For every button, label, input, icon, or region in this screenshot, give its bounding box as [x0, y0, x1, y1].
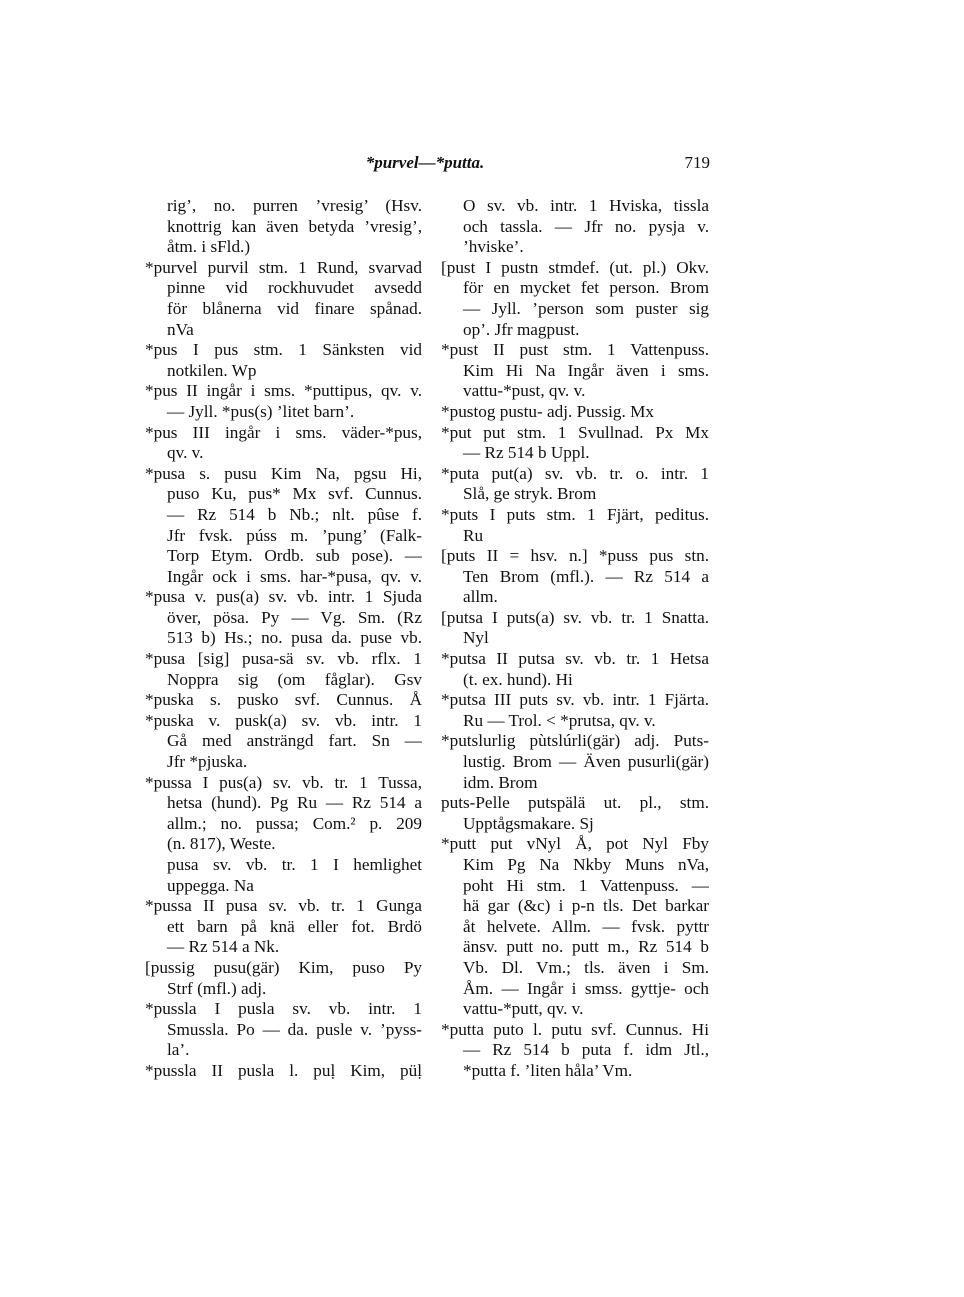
text-line: *purvel purvil stm. 1 Rund, svarvad	[145, 257, 422, 277]
text-line: nVa	[167, 319, 194, 339]
text-line: Strf (mfl.) adj.	[167, 978, 267, 998]
text-line: Kim Pg Na Nkby Muns nVa,	[463, 855, 709, 874]
text-line: ’hviske’.	[463, 237, 524, 257]
text-line: Ru	[463, 525, 484, 545]
text-line: vattu-*pust, qv. v.	[463, 381, 586, 401]
text-line: *putt put vNyl Å, pot Nyl Fby	[441, 834, 709, 854]
text-line: *puts I puts stm. 1 Fjärt, peditus.	[441, 504, 709, 524]
text-line: för blånerna vid finare spånad.	[167, 298, 422, 318]
text-line: *putta puto l. putu svf. Cunnus. Hi	[441, 1019, 709, 1039]
text-line: *pus I pus stm. 1 Sänksten vid	[145, 340, 422, 360]
text-line: — Rz 514 b Nb.; nlt. pûse f.	[167, 504, 422, 524]
text-line: över, pösa. Py — Vg. Sm. (Rz	[167, 607, 422, 627]
text-line: [putsa I puts(a) sv. vb. tr. 1 Snatta.	[441, 607, 709, 627]
text-line: — Rz 514 a Nk.	[167, 937, 280, 957]
text-line: vattu-*putt, qv. v.	[463, 999, 584, 1019]
text-line: *puska v. pusk(a) sv. vb. intr. 1	[145, 710, 422, 730]
text-line: åtm. i sFld.)	[167, 237, 251, 257]
text-line: Ru — Trol. < *prutsa, qv. v.	[463, 710, 656, 730]
text-line: hä gar (&c) i p-n tls. Det barkar	[463, 896, 709, 916]
text-line: O sv. vb. intr. 1 Hviska, tissla	[463, 196, 709, 215]
text-line: ett barn på knä eller fot. Brdö	[167, 916, 422, 936]
text-line: Nyl	[463, 628, 489, 648]
text-line: *pusa v. pus(a) sv. vb. intr. 1 Sjuda	[145, 587, 422, 607]
text-line: hetsa (hund). Pg Ru — Rz 514 a	[167, 793, 422, 813]
text-line: — Jyll. ’person som puster sig	[463, 298, 709, 318]
text-line: och tassla. — Jfr no. pysja v.	[463, 216, 709, 236]
page-title: *purvel—*putta.	[365, 153, 485, 172]
text-line: — Rz 514 b puta f. idm Jtl.,	[463, 1040, 709, 1060]
text-line: *pussla I pusla sv. vb. intr. 1	[145, 999, 422, 1019]
text-line: Noppra sig (om fåglar). Gsv	[167, 669, 422, 689]
text-line: *pusa [sig] pusa-sä sv. vb. rflx. 1	[145, 649, 422, 669]
text-line: Slå, ge stryk. Brom	[463, 484, 597, 504]
right-column	[441, 196, 709, 1082]
text-line: *putslurlig pùtslúrli(gär) adj. Puts-	[441, 731, 709, 751]
page-number: 719	[684, 153, 710, 172]
left-column	[145, 196, 422, 1082]
text-line: knottrig kan även betyda ’vresig’,	[167, 216, 422, 236]
text-line: Jfr fvsk. púss m. ’pung’ (Falk-	[167, 525, 422, 545]
text-line: *pust II pust stm. 1 Vattenpuss.	[441, 340, 709, 360]
text-line: idm. Brom	[463, 772, 538, 792]
text-line: Torp Etym. Ordb. sub pose). —	[167, 546, 422, 566]
text-line: puso Ku, pus* Mx svf. Cunnus.	[167, 484, 422, 504]
text-line: (n. 817), Weste.	[167, 834, 276, 854]
text-line: änsv. putt no. putt m., Rz 514 b	[463, 937, 709, 957]
text-line: Gå med ansträngd fart. Sn —	[167, 731, 422, 751]
text-line: Ten Brom (mfl.). — Rz 514 a	[463, 566, 709, 586]
text-line: puts-Pelle putspälä ut. pl., stm.	[441, 793, 709, 813]
text-line: qv. v.	[167, 443, 204, 463]
text-line: — Rz 514 b Uppl.	[463, 443, 590, 463]
text-line: — Jyll. *pus(s) ’litet barn’.	[167, 401, 355, 421]
text-line: *put put stm. 1 Svullnad. Px Mx	[441, 422, 709, 442]
text-line: allm.; no. pussa; Com.² p. 209	[167, 813, 422, 833]
text-line: *pusa s. pusu Kim Na, pgsu Hi,	[145, 463, 422, 483]
text-line: *puska s. pusko svf. Cunnus. Å	[145, 690, 422, 710]
text-line: Ingår ock i sms. har-*pusa, qv. v.	[167, 566, 422, 586]
text-line: uppegga. Na	[167, 875, 254, 895]
text-line: [pussig pusu(gär) Kim, puso Py	[145, 957, 422, 977]
text-line: Kim Hi Na Ingår även i sms.	[463, 360, 709, 380]
text-line: notkilen. Wp	[167, 360, 257, 380]
text-line: op’. Jfr magpust.	[463, 319, 580, 339]
text-line: *pussa II pusa sv. vb. tr. 1 Gunga	[145, 896, 422, 916]
text-line: [pust I pustn stmdef. (ut. pl.) Okv.	[441, 257, 709, 277]
text-line: *putta f. ’liten håla’ Vm.	[463, 1060, 633, 1080]
text-line: lustig. Brom — Även pusurli(gär)	[463, 752, 709, 772]
text-line: [puts II = hsv. n.] *puss pus stn.	[441, 546, 709, 566]
text-line: Smussla. Po — da. pusle v. ’pyss-	[167, 1019, 422, 1039]
text-line: *pus II ingår i sms. *puttipus, qv. v.	[145, 381, 422, 401]
text-line: la’.	[167, 1040, 190, 1060]
text-line: för en mycket fet person. Brom	[463, 278, 709, 298]
text-line: Jfr *pjuska.	[167, 752, 248, 772]
text-line: *pussla II pusla l. puḷ Kim, püḷ	[145, 1060, 422, 1080]
text-line: (t. ex. hund). Hi	[463, 669, 573, 689]
text-line: Upptågsmakare. Sj	[463, 813, 594, 833]
text-line: åt helvete. Allm. — fvsk. pyttr	[463, 916, 709, 936]
text-line: pinne vid rockhuvudet avsedd	[167, 278, 422, 298]
text-line: Vb. Dl. Vm.; tls. även i Sm.	[463, 957, 709, 977]
text-line: poht Hi stm. 1 Vattenpuss. —	[463, 875, 709, 895]
text-line: *pustog pustu- adj. Pussig. Mx	[441, 401, 654, 421]
text-line: *pussa I pus(a) sv. vb. tr. 1 Tussa,	[145, 772, 422, 792]
text-line: *putsa II putsa sv. vb. tr. 1 Hetsa	[441, 649, 709, 669]
text-line: allm.	[463, 587, 498, 607]
text-line: *putsa III puts sv. vb. intr. 1 Fjärta.	[441, 690, 709, 710]
running-header	[140, 153, 710, 177]
text-line: *puta put(a) sv. vb. tr. o. intr. 1	[441, 463, 709, 483]
text-line: 513 b) Hs.; no. pusa da. puse vb.	[167, 628, 422, 648]
text-line: *pus III ingår i sms. väder-*pus,	[145, 422, 422, 442]
text-line: rig’, no. purren ’vresig’ (Hsv.	[167, 196, 422, 215]
text-line: pusa sv. vb. tr. 1 I hemlighet	[167, 855, 422, 874]
text-line: Åm. — Ingår i smss. gyttje- och	[463, 978, 709, 998]
